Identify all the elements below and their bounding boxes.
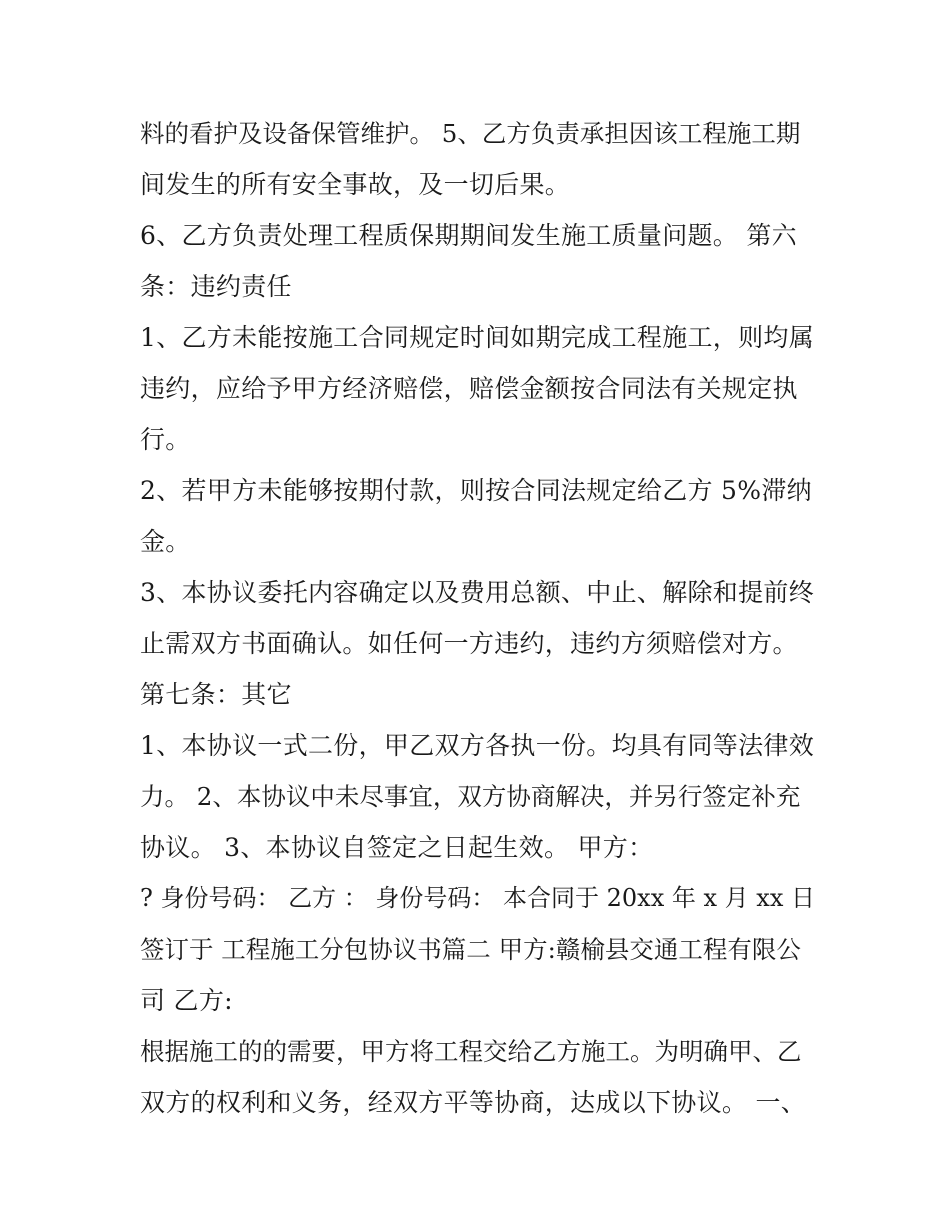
- text-line: 根据施工的的需要，甲方将工程交给乙方施工。为明确甲、乙: [140, 1037, 802, 1066]
- text-line: 6、乙方负责处理工程质保期期间发生施工质量问题。 第六: [140, 221, 797, 250]
- text-line: 行。: [140, 425, 191, 454]
- text-line: 签订于 工程施工分包协议书篇二 甲方:赣榆县交通工程有限公: [140, 935, 801, 964]
- text-line: 金。: [140, 527, 191, 556]
- text-line: 协议。 3、本协议自签定之日起生效。 甲方：: [140, 833, 654, 862]
- text-line: 双方的权利和义务，经双方平等协商，达成以下协议。 一、: [140, 1088, 807, 1117]
- text-line: 料的看护及设备保管维护。 5、乙方负责承担因该工程施工期: [140, 119, 801, 148]
- text-line: 1、乙方未能按施工合同规定时间如期完成工程施工，则均属: [140, 323, 815, 352]
- text-line: 条：违约责任: [140, 272, 292, 301]
- text-line: 3、本协议委托内容确定以及费用总额、中止、解除和提前终: [140, 578, 815, 607]
- section-heading: 第七条：其它: [140, 680, 292, 709]
- text-line: 力。 2、本协议中未尽事宜，双方协商解决，并另行签定补充: [140, 782, 801, 811]
- text-line: 间发生的所有安全事故，及一切后果。: [140, 170, 571, 199]
- text-line: 违约，应给予甲方经济赔偿，赔偿金额按合同法有关规定执: [140, 374, 798, 403]
- document-body: [140, 108, 820, 1128]
- text-line: ? 身份号码： 乙方 ： 身份号码： 本合同于 20xx 年 x 月 xx 日: [140, 884, 815, 912]
- text-line: 司 乙方:: [140, 986, 233, 1015]
- text-line: 1、本协议一式二份，甲乙双方各执一份。均具有同等法律效: [140, 731, 815, 760]
- text-line: 2、若甲方未能够按期付款，则按合同法规定给乙方 5%滞纳: [140, 476, 812, 505]
- text-line: 止需双方书面确认。如任何一方违约，违约方须赔偿对方。: [140, 629, 798, 658]
